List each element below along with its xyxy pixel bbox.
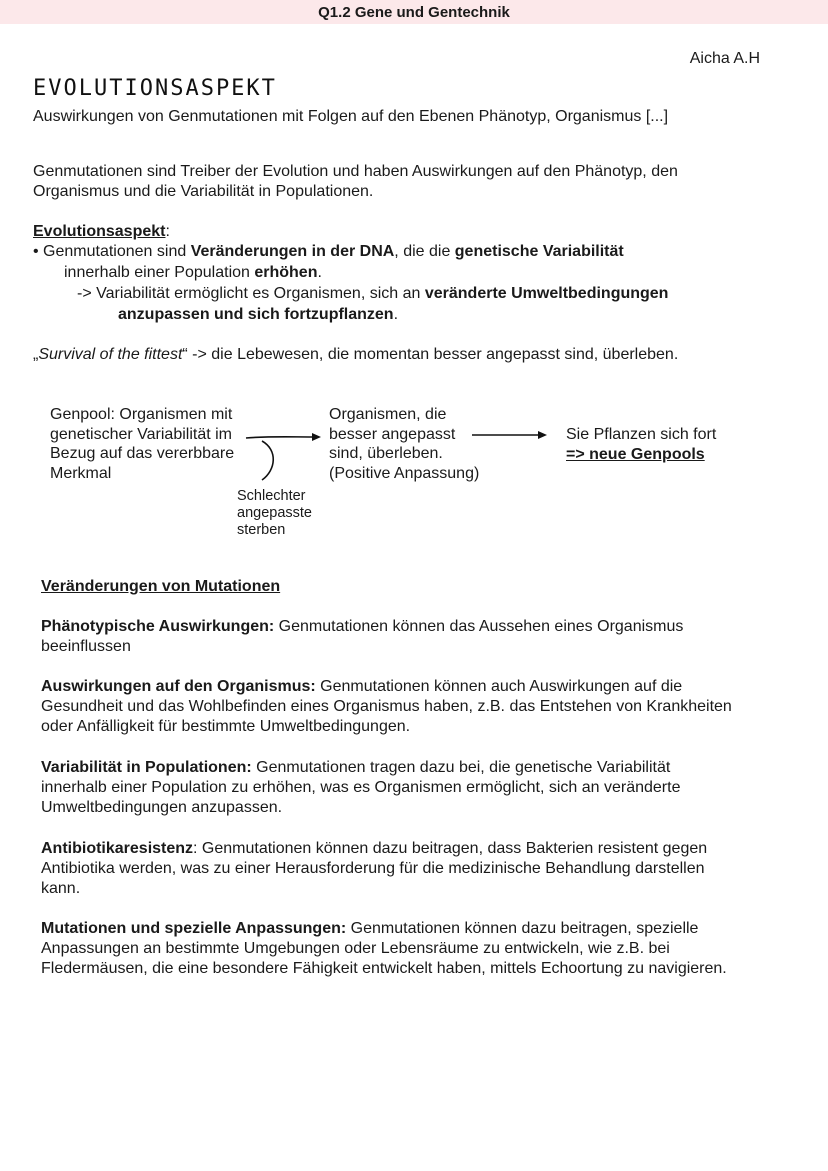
dying-branch-label <box>237 488 312 539</box>
evolution-bold: genetische Variabilität <box>454 243 624 260</box>
genpool-box <box>50 405 234 483</box>
genpool-line: Bezug auf das vererbbare <box>50 445 235 462</box>
evolution-arrow-line-2 <box>118 305 398 325</box>
evolution-bold: Veränderungen in der DNA <box>190 243 395 260</box>
author-name: Aicha A.H <box>689 50 760 67</box>
reproduction-box <box>566 425 716 464</box>
change-item <box>41 758 781 818</box>
survival-rest: “ -> die Lebewesen, die momentan besser angepasst sind, überleben. <box>182 346 679 363</box>
arrow-head-survivors <box>312 433 321 441</box>
evolution-heading <box>33 222 170 242</box>
change-item-label: Antibiotikaresistenz <box>41 840 194 857</box>
evolution-arrow-line <box>77 284 668 304</box>
branch-line: Schlechter <box>237 488 306 504</box>
evolution-label: Evolutionsaspekt <box>33 223 166 240</box>
change-item-text: Gesundheit und das Wohlbefinden eines Organismus haben, z.B. das Entstehen von Krankheiten <box>41 698 732 715</box>
change-item <box>41 839 781 899</box>
survivors-line: besser angepasst <box>329 425 456 443</box>
change-item <box>41 617 781 657</box>
change-item-text: Umweltbedingungen anzupassen. <box>41 799 283 816</box>
survivors-line: (Positive Anpassung) <box>329 464 480 482</box>
change-item-text: Genmutationen können dazu beitragen, spezielle <box>346 920 699 937</box>
arrow-to-survivors <box>246 437 318 438</box>
survivors-line: sind, überleben. <box>329 445 443 462</box>
change-item-text: : Genmutationen können dazu beitragen, dass Bakterien resistent gegen <box>193 840 708 857</box>
intro-paragraph <box>33 162 678 202</box>
genpool-line: Genpool: Organismen mit <box>50 406 233 423</box>
changes-title: Veränderungen von Mutationen <box>41 578 281 595</box>
branch-line: sterben <box>237 522 286 538</box>
change-item <box>41 677 781 737</box>
change-item-text: Genmutationen tragen dazu bei, die genetische Variabilität <box>251 759 671 776</box>
survival-italic: Survival of the fittest <box>38 346 183 363</box>
survivors-line: Organismen, die <box>329 406 447 423</box>
arrow-head-reproduction <box>538 431 547 439</box>
change-item-text: Genmutationen können auch Auswirkungen auf die <box>315 678 683 695</box>
evolution-text: , die die <box>394 243 455 260</box>
branch-curve <box>262 441 273 480</box>
evolution-text: • Genmutationen sind <box>33 243 191 260</box>
header-title: Q1.2 Gene und Gentechnik <box>318 4 510 21</box>
reproduction-line: Sie Pflanzen sich fort <box>566 426 717 443</box>
evolution-bold: anzupassen und sich fortzupflanzen <box>118 306 394 323</box>
intro-line: Organismus und die Variabilität in Populationen. <box>33 183 374 200</box>
evolution-text: . <box>317 264 322 281</box>
change-item-text: Fledermäusen, die eine besondere Fähigkeit entwickelt haben, mittels Echoortung zu navigieren. <box>41 960 727 977</box>
changes-heading <box>41 577 781 597</box>
evolution-bullet-2 <box>64 263 322 283</box>
change-item-label: Auswirkungen auf den Organismus: <box>41 678 316 695</box>
change-item-text: Anpassungen an bestimmte Umgebungen oder Lebensräume zu entwickeln, wie z.B. bei <box>41 940 670 957</box>
evolution-text: . <box>393 306 399 323</box>
genpool-line: Merkmal <box>50 464 112 482</box>
survivors-box <box>329 405 479 483</box>
evolution-bold: erhöhen <box>254 264 318 281</box>
genpool-line: genetischer Variabilität im <box>50 425 233 443</box>
evolution-text: -> Variabilität ermöglicht es Organismen, sich an <box>77 285 425 302</box>
evolution-colon: : <box>165 223 170 240</box>
change-item-text: kann. <box>41 880 81 897</box>
page-header <box>0 0 828 24</box>
section-title: EVOLUTIONSASPEKT <box>33 76 277 101</box>
survival-quote: „ <box>33 346 39 363</box>
change-item-text: oder Anfälligkeit für bestimmte Umweltbedingungen. <box>41 718 411 735</box>
change-item <box>41 919 781 979</box>
change-item-text: innerhalb einer Population zu erhöhen, was es Organismen ermöglicht, sich an veränderte <box>41 779 681 796</box>
change-item-text: Antibiotika werden, was zu einer Herausforderung für die medizinische Behandlung darstellen <box>41 860 705 877</box>
section-subtitle: Auswirkungen von Genmutationen mit Folgen auf den Ebenen Phänotyp, Organismus [...] <box>33 108 669 125</box>
branch-line: angepasste <box>237 505 312 521</box>
change-item-text: Genmutationen können das Aussehen eines Organismus <box>274 618 684 635</box>
change-item-label: Mutationen und spezielle Anpassungen: <box>41 920 347 937</box>
change-item-text: beeinflussen <box>41 638 131 655</box>
intro-line: Genmutationen sind Treiber der Evolution und haben Auswirkungen auf den Phänotyp, den <box>33 163 678 180</box>
evolution-text: innerhalb einer Population <box>64 264 255 281</box>
new-genpools-label: => neue Genpools <box>566 445 705 463</box>
evolution-bullet-1 <box>33 242 624 262</box>
evolution-bold: veränderte Umweltbedingungen <box>424 285 669 302</box>
change-item-label: Variabilität in Populationen: <box>41 759 252 776</box>
change-item-label: Phänotypische Auswirkungen: <box>41 618 275 635</box>
survival-line <box>33 345 678 365</box>
